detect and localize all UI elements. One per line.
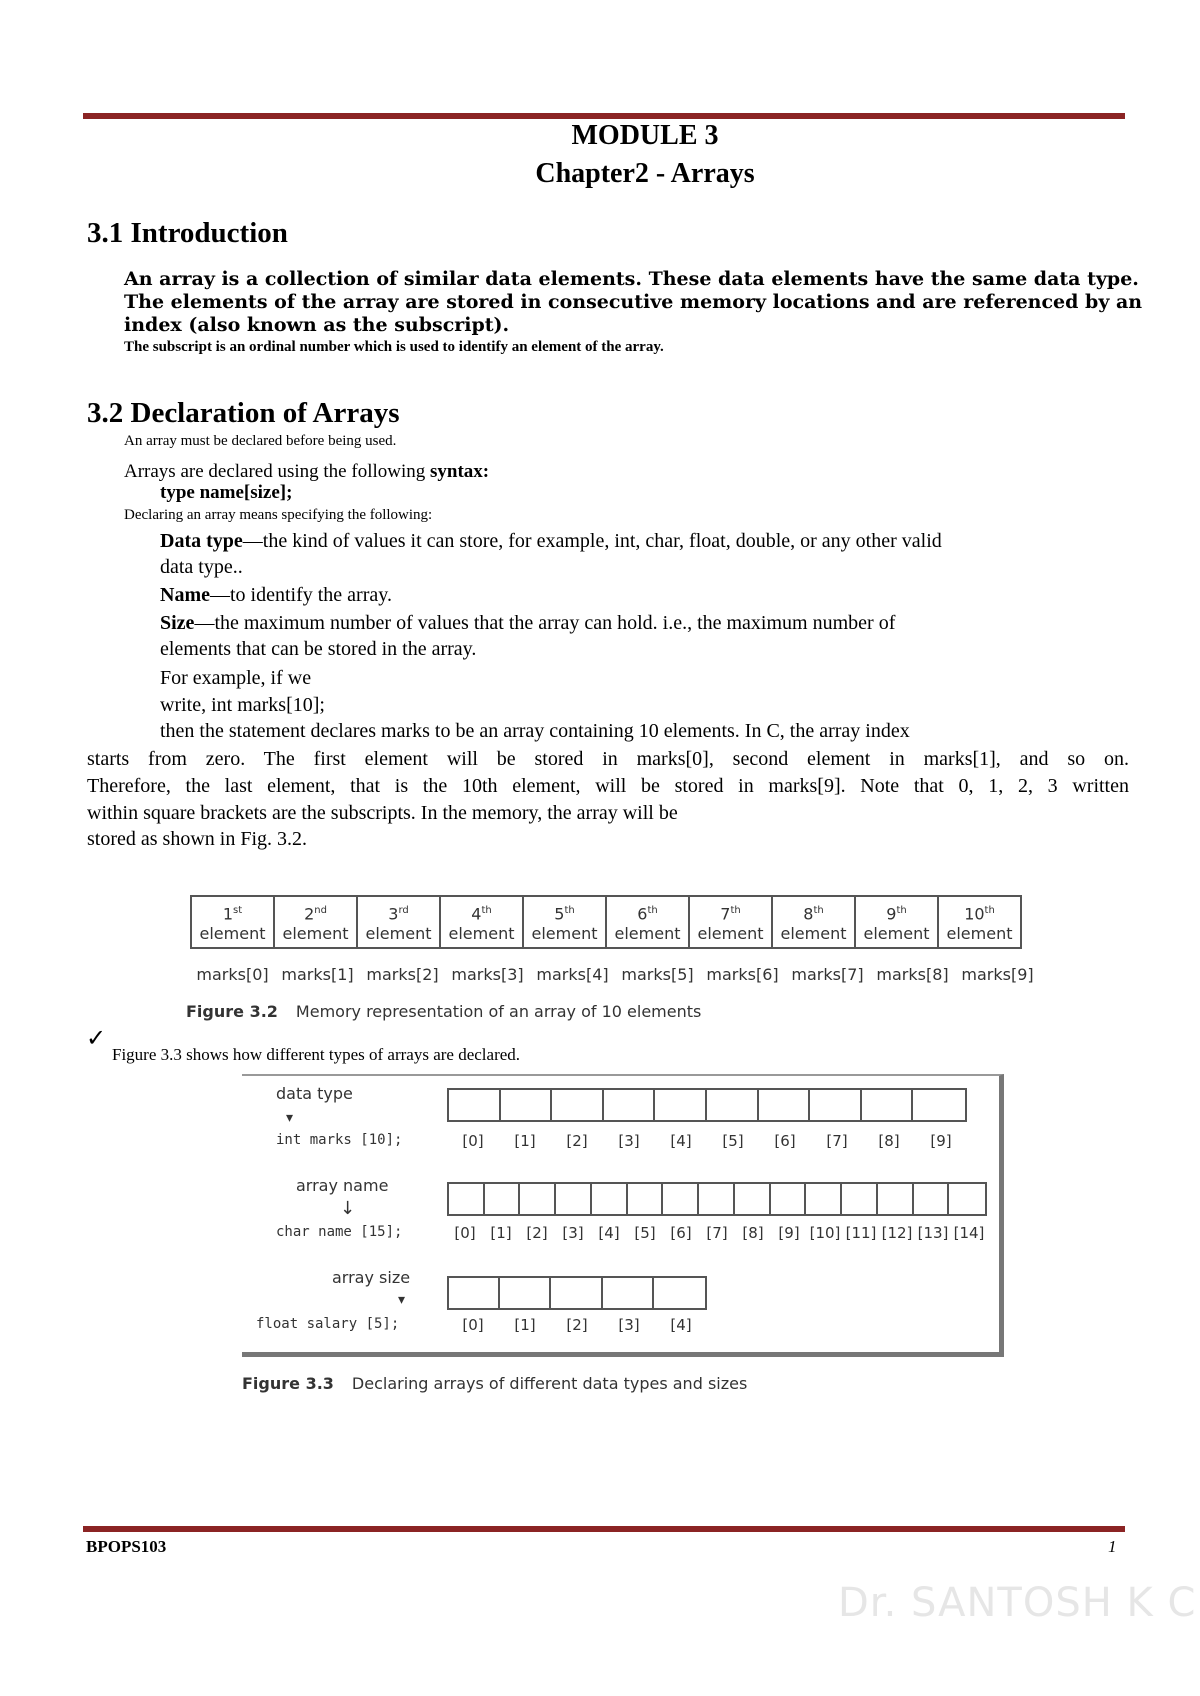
subscript-label: marks[8]	[876, 965, 949, 984]
index-label: [12]	[881, 1224, 913, 1242]
index-label: [2]	[526, 1224, 548, 1242]
index-label: [7]	[826, 1132, 848, 1150]
array-element-cell: 5th element	[523, 896, 606, 948]
array-cells-5	[447, 1276, 707, 1310]
array-element-cell: 1st element	[191, 896, 274, 948]
index-label: [8]	[742, 1224, 764, 1242]
course-code: BPOPS103	[86, 1537, 167, 1556]
declaration-char-name: char name [15];	[276, 1224, 403, 1240]
section-heading-declaration: 3.2 Declaration of Arrays	[87, 397, 400, 429]
array-element-cell: 10th element	[938, 896, 1021, 948]
index-label: [1]	[514, 1132, 536, 1150]
subscript-label: marks[3]	[451, 965, 524, 984]
size-item-cont: elements that can be stored in the array.	[160, 638, 477, 660]
intro-paragraph-line3: index (also known as the subscript).	[124, 314, 510, 336]
intro-paragraph-line2: The elements of the array are stored in consecutive memory locations and are referenced by an	[124, 291, 1143, 313]
subscript-label: marks[1]	[281, 965, 354, 984]
index-label: [6]	[670, 1224, 692, 1242]
syntax-line: type name[size];	[160, 482, 293, 503]
figure-3-3-caption: Figure 3.3 Declaring arrays of different data types and sizes	[242, 1374, 748, 1393]
example-line1: For example, if we	[160, 667, 312, 689]
example-line7: stored as shown in Fig. 3.2.	[87, 828, 307, 850]
subscript-label: marks[2]	[366, 965, 439, 984]
index-label: [3]	[562, 1224, 584, 1242]
module-title: MODULE 3	[571, 120, 719, 151]
label-array-name: array name	[296, 1176, 389, 1195]
syntax-intro: Arrays are declared using the following syntax:	[124, 461, 490, 482]
array-element-cell: 9th element	[855, 896, 938, 948]
index-label: [13]	[917, 1224, 949, 1242]
example-line2: write, int marks[10];	[160, 694, 325, 716]
chapter-title: Chapter2 - Arrays	[535, 158, 755, 189]
figure-3-3-diagram	[242, 1074, 1004, 1357]
index-label: [4]	[670, 1316, 692, 1334]
indices-15	[447, 1224, 987, 1242]
array-cells-15	[447, 1182, 987, 1216]
data-type-item-cont: data type..	[160, 556, 243, 578]
example-line5: Therefore, the last element, that is the 10th element, will be stored in marks[9]. Note that 0, 1, 2, 3 written	[87, 775, 1129, 797]
indices-10	[447, 1132, 967, 1150]
arrow-down-icon: ▾	[286, 1110, 294, 1126]
index-label: [3]	[618, 1132, 640, 1150]
declaration-float-salary: float salary [5];	[256, 1316, 400, 1332]
label-array-size: array size	[332, 1268, 411, 1287]
index-label: [4]	[670, 1132, 692, 1150]
subscript-label: marks[5]	[621, 965, 694, 984]
index-label: [8]	[878, 1132, 900, 1150]
index-label: [1]	[490, 1224, 512, 1242]
intro-paragraph-line1: An array is a collection of similar data elements. These data elements have the same data type.	[124, 268, 1139, 290]
index-label: [1]	[514, 1316, 536, 1334]
watermark: Dr. SANTOSH K C	[838, 1580, 1197, 1626]
checkmark-icon: ✓	[86, 1024, 107, 1052]
indices-5	[447, 1316, 707, 1334]
declaring-means: Declaring an array means specifying the following:	[124, 507, 433, 523]
footer-rule	[83, 1526, 1125, 1532]
array-element-cell: 4th element	[440, 896, 523, 948]
subscript-label: marks[6]	[706, 965, 779, 984]
figure-3-2-subscripts	[190, 965, 1040, 984]
array-element-cell: 2nd element	[274, 896, 357, 948]
array-element-cell: 3rd element	[357, 896, 440, 948]
index-label: [2]	[566, 1316, 588, 1334]
index-label: [0]	[462, 1132, 484, 1150]
size-item: Size—the maximum number of values that the array can hold. i.e., the maximum number of	[160, 612, 896, 634]
index-label: [0]	[454, 1224, 476, 1242]
array-element-cell: 6th element	[606, 896, 689, 948]
subscript-label: marks[4]	[536, 965, 609, 984]
declare-before-use: An array must be declared before being used.	[124, 433, 397, 449]
index-label: [4]	[598, 1224, 620, 1242]
example-line6: within square brackets are the subscripts. In the memory, the array will be	[87, 802, 678, 824]
subscript-definition: The subscript is an ordinal number which is used to identify an element of the array.	[124, 339, 664, 355]
index-label: [6]	[774, 1132, 796, 1150]
subscript-label: marks[0]	[196, 965, 269, 984]
array-element-cell: 7th element	[689, 896, 772, 948]
index-label: [11]	[845, 1224, 877, 1242]
declaration-int-marks: int marks [10];	[276, 1132, 403, 1148]
figure-3-2-caption: Figure 3.2 Memory representation of an array of 10 elements	[186, 1002, 702, 1021]
array-element-cell: 8th element	[772, 896, 855, 948]
header-rule	[83, 113, 1125, 119]
array-cells-10	[447, 1088, 967, 1122]
index-label: [7]	[706, 1224, 728, 1242]
index-label: [5]	[722, 1132, 744, 1150]
name-item: Name—to identify the array.	[160, 584, 392, 606]
index-label: [0]	[462, 1316, 484, 1334]
index-label: [14]	[953, 1224, 985, 1242]
index-label: [9]	[778, 1224, 800, 1242]
arrow-down-icon: ▾	[398, 1292, 406, 1308]
section-heading-introduction: 3.1 Introduction	[87, 217, 288, 249]
figure-3-2-array-diagram	[190, 895, 1022, 949]
index-label: [9]	[930, 1132, 952, 1150]
example-line3: then the statement declares marks to be an array containing 10 elements. In C, the array index	[160, 720, 910, 742]
index-label: [10]	[809, 1224, 841, 1242]
figure-3-3-intro: Figure 3.3 shows how different types of arrays are declared.	[112, 1045, 521, 1064]
data-type-item: Data type—the kind of values it can store, for example, int, char, float, double, or any other valid	[160, 530, 942, 552]
index-label: [3]	[618, 1316, 640, 1334]
example-line4: starts from zero. The first element will be stored in marks[0], second element in marks[1], and so on.	[87, 748, 1129, 770]
arrow-down-icon: ↓	[340, 1198, 356, 1219]
subscript-label: marks[7]	[791, 965, 864, 984]
subscript-label: marks[9]	[961, 965, 1034, 984]
label-data-type: data type	[276, 1084, 353, 1103]
page-number: 1	[1108, 1537, 1117, 1556]
index-label: [2]	[566, 1132, 588, 1150]
index-label: [5]	[634, 1224, 656, 1242]
